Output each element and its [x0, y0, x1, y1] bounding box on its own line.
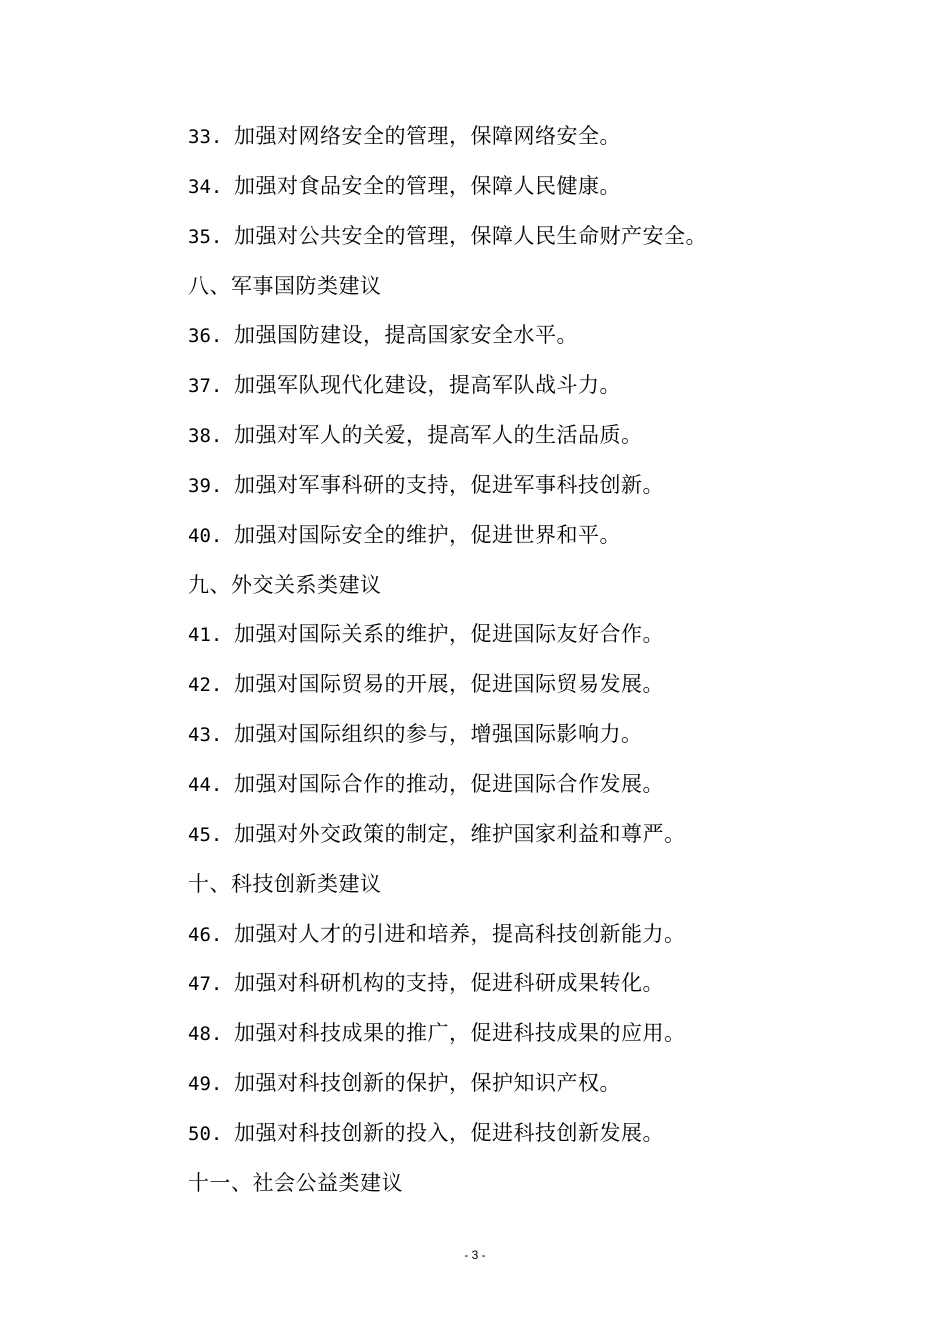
list-item	[188, 465, 888, 515]
item-number: 41.	[188, 624, 223, 647]
item-text: 加强对军事科研的支持，促进军事科技创新。	[234, 472, 664, 497]
item-text: 加强对外交政策的制定，维护国家利益和尊严。	[234, 821, 686, 846]
list-item	[188, 914, 888, 964]
list-item	[188, 116, 888, 166]
item-text: 加强对公共安全的管理，保障人民生命财产安全。	[234, 223, 707, 248]
page-number: - 3 -	[464, 1248, 486, 1262]
list-item	[188, 714, 888, 764]
section-heading: 十、科技创新类建议	[188, 871, 382, 896]
item-text: 加强对科研机构的支持，促进科研成果转化。	[234, 971, 664, 996]
item-number: 39.	[188, 474, 223, 497]
list-item	[188, 515, 888, 565]
section-heading: 十一、社会公益类建议	[188, 1170, 403, 1195]
item-number: 42.	[188, 674, 223, 697]
item-text: 加强对科技创新的保护，保护知识产权。	[234, 1071, 621, 1096]
item-text: 加强对国际组织的参与，增强国际影响力。	[234, 722, 643, 747]
item-number: 50.	[188, 1122, 223, 1145]
item-text: 加强国防建设，提高国家安全水平。	[234, 323, 578, 348]
list-item	[188, 216, 888, 266]
item-number: 37.	[188, 375, 223, 398]
list-item	[188, 963, 888, 1013]
document-body	[188, 116, 888, 1213]
item-number: 47.	[188, 973, 223, 996]
list-item	[188, 365, 888, 415]
item-number: 45.	[188, 823, 223, 846]
list-item	[188, 1113, 888, 1163]
list-item	[188, 764, 888, 814]
list-item	[188, 1063, 888, 1113]
item-number: 44.	[188, 773, 223, 796]
item-text: 加强对人才的引进和培养，提高科技创新能力。	[234, 921, 686, 946]
item-text: 加强对国际关系的维护，促进国际友好合作。	[234, 622, 664, 647]
item-text: 加强对军人的关爱，提高军人的生活品质。	[234, 423, 643, 448]
list-item	[188, 614, 888, 664]
item-text: 加强对网络安全的管理，保障网络安全。	[234, 124, 621, 148]
item-text: 加强对国际安全的维护，促进世界和平。	[234, 522, 621, 547]
list-item	[188, 415, 888, 465]
list-item	[188, 315, 888, 365]
item-number: 34.	[188, 175, 223, 198]
item-text: 加强对国际贸易的开展，促进国际贸易发展。	[234, 672, 664, 697]
item-number: 38.	[188, 425, 223, 448]
item-text: 加强对国际合作的推动，促进国际合作发展。	[234, 771, 664, 796]
item-text: 加强对科技创新的投入，促进科技创新发展。	[234, 1120, 664, 1145]
item-number: 46.	[188, 923, 223, 946]
list-item	[188, 814, 888, 864]
item-text: 加强对食品安全的管理，保障人民健康。	[234, 173, 621, 198]
item-text: 加强军队现代化建设，提高军队战斗力。	[234, 373, 621, 398]
item-number: 33.	[188, 126, 223, 148]
item-number: 36.	[188, 325, 223, 348]
item-number: 40.	[188, 524, 223, 547]
list-item	[188, 664, 888, 714]
item-text: 加强对科技成果的推广，促进科技成果的应用。	[234, 1021, 686, 1046]
section-heading: 八、军事国防类建议	[188, 273, 382, 298]
item-number: 43.	[188, 724, 223, 747]
item-number: 49.	[188, 1073, 223, 1096]
item-number: 35.	[188, 225, 223, 248]
list-item	[188, 166, 888, 216]
item-number: 48.	[188, 1023, 223, 1046]
list-item	[188, 1013, 888, 1063]
section-heading: 九、外交关系类建议	[188, 572, 382, 597]
